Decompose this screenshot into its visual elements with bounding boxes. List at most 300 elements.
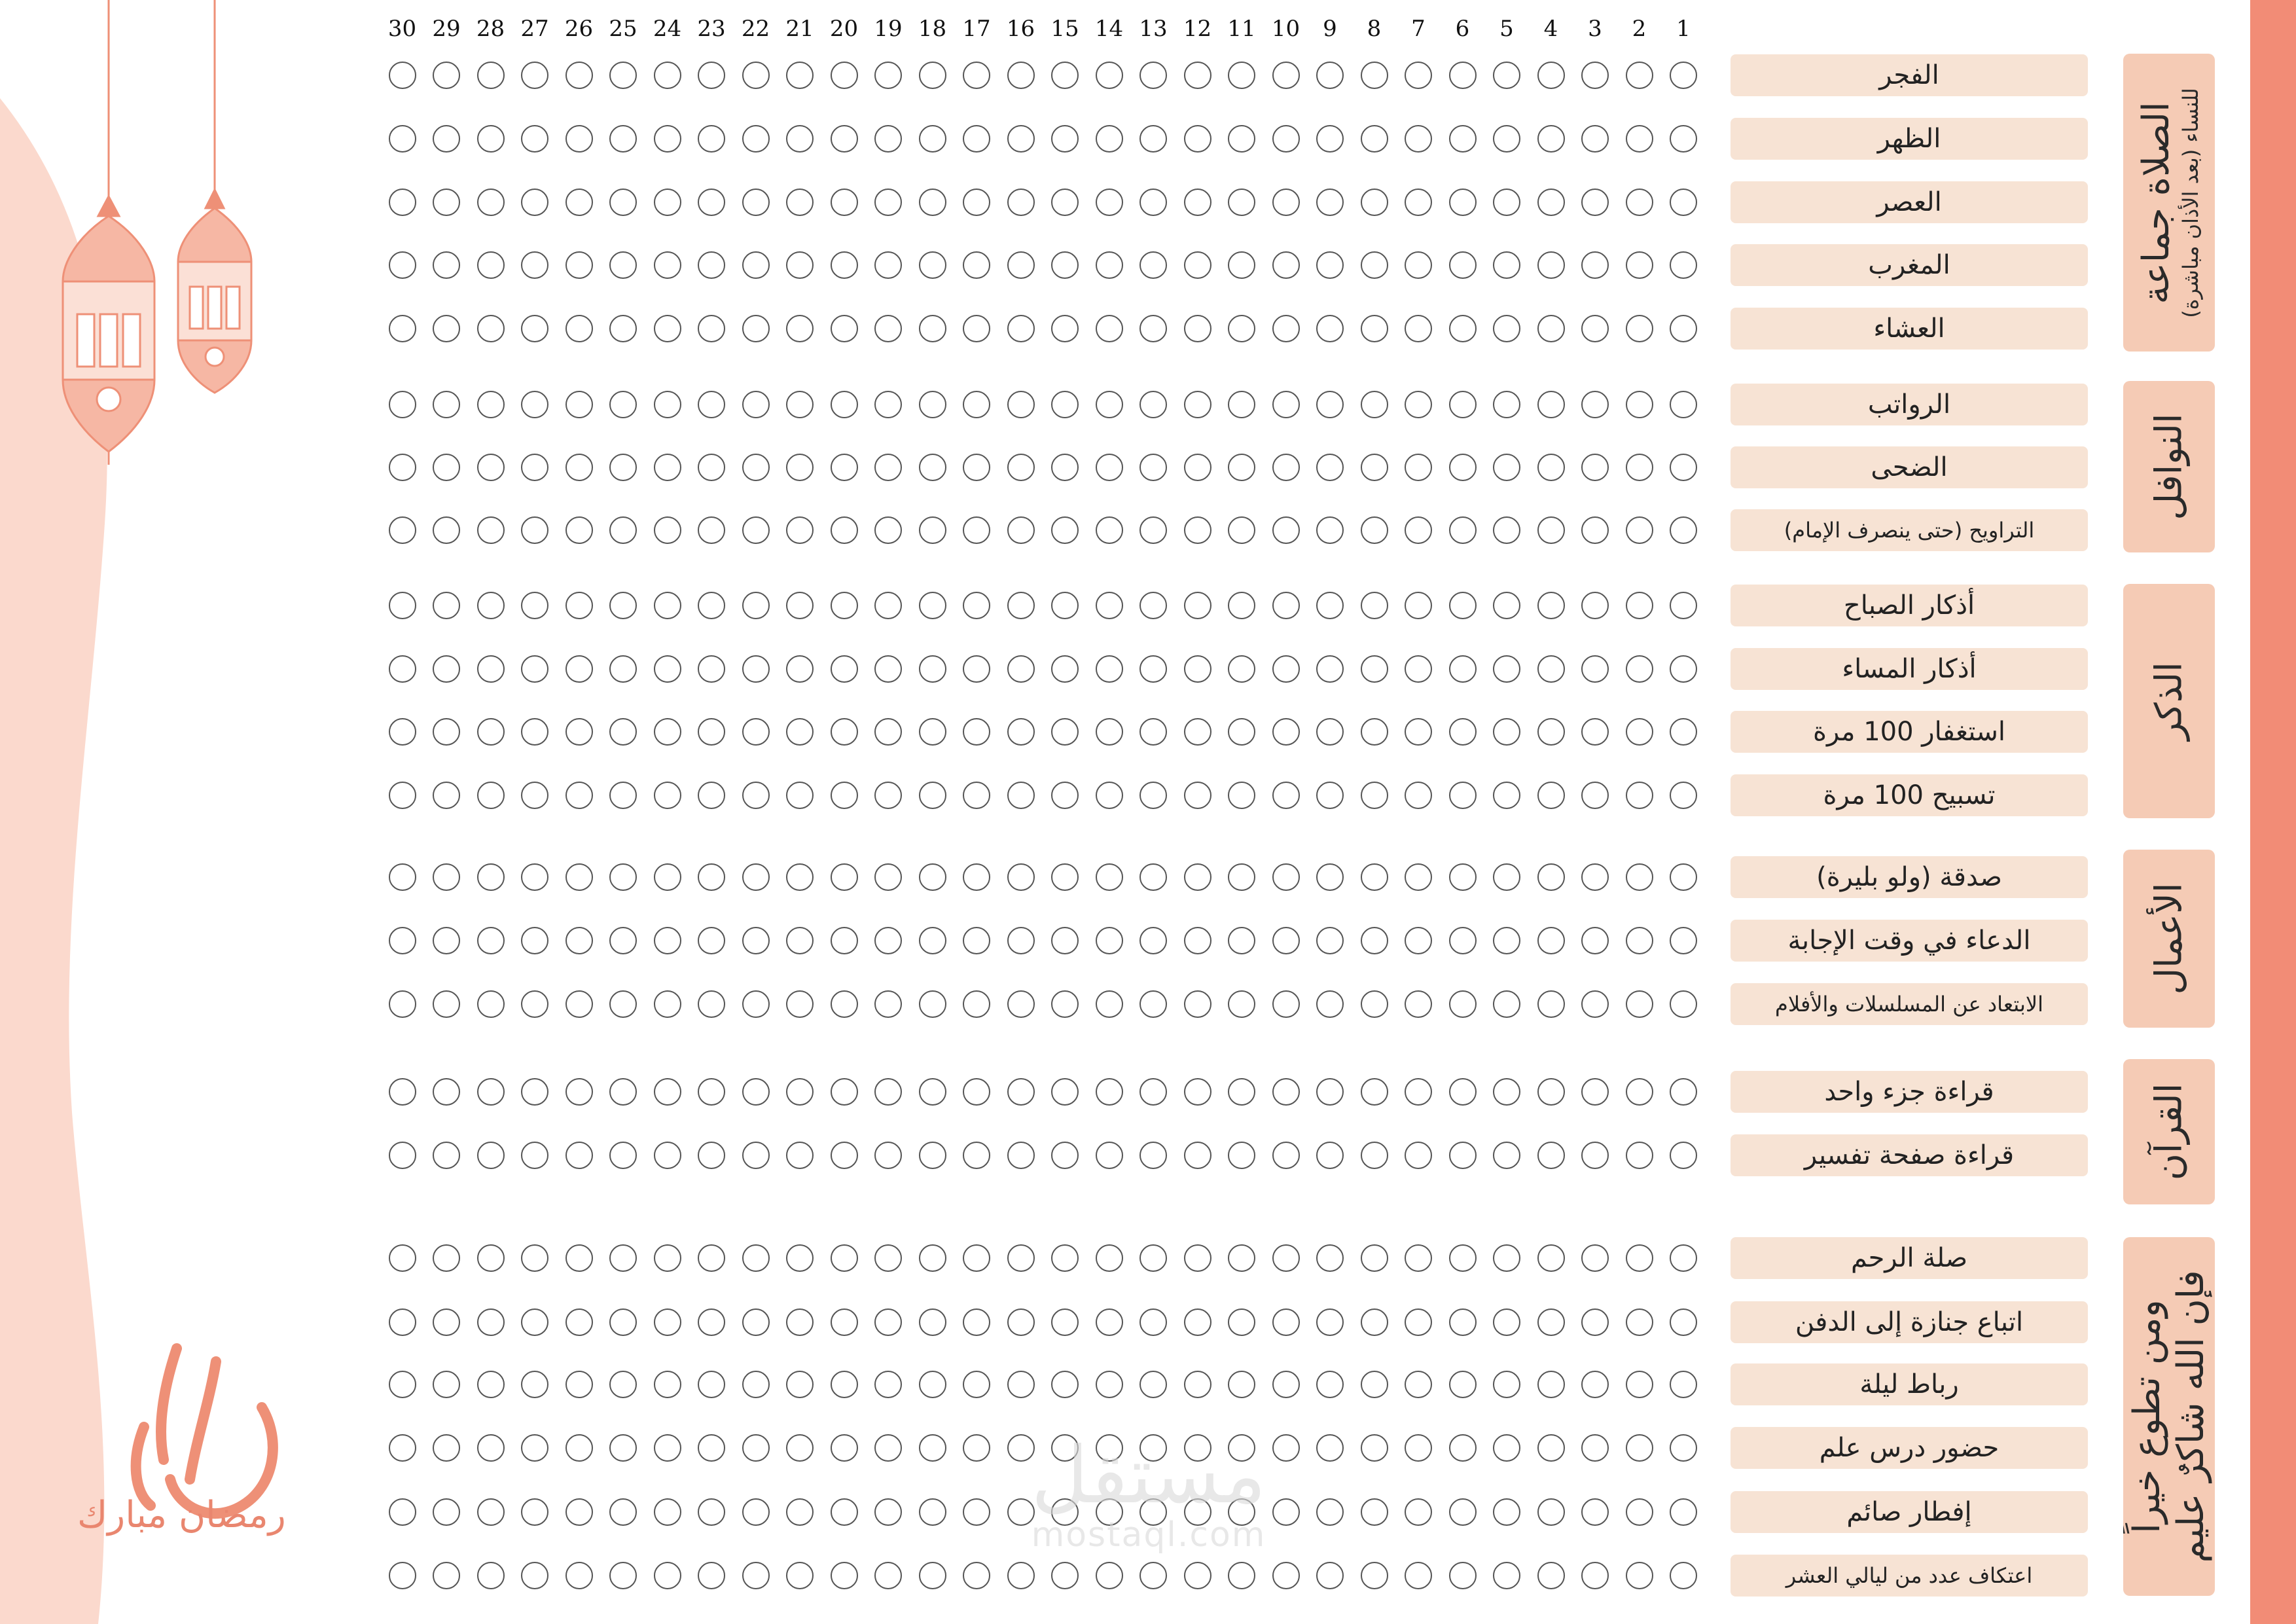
day-checkbox[interactable] [433,315,460,342]
day-checkbox[interactable] [521,782,548,809]
day-checkbox[interactable] [433,125,460,153]
day-checkbox[interactable] [609,1371,637,1398]
day-checkbox[interactable] [433,863,460,891]
day-checkbox[interactable] [1228,782,1255,809]
day-checkbox[interactable] [1670,251,1697,279]
day-checkbox[interactable] [786,782,814,809]
day-checkbox[interactable] [963,1434,990,1462]
day-checkbox[interactable] [742,655,770,683]
day-checkbox[interactable] [1316,990,1344,1018]
day-checkbox[interactable] [1361,1078,1388,1106]
day-checkbox[interactable] [1184,592,1211,619]
day-checkbox[interactable] [919,251,946,279]
day-checkbox[interactable] [1670,1308,1697,1336]
day-checkbox[interactable] [1007,990,1035,1018]
day-checkbox[interactable] [609,1498,637,1526]
day-checkbox[interactable] [1051,391,1079,418]
day-checkbox[interactable] [1007,782,1035,809]
day-checkbox[interactable] [786,315,814,342]
day-checkbox[interactable] [1449,990,1477,1018]
day-checkbox[interactable] [1493,927,1520,954]
day-checkbox[interactable] [1581,516,1609,544]
day-checkbox[interactable] [1096,990,1123,1018]
day-checkbox[interactable] [1537,990,1565,1018]
day-checkbox[interactable] [1537,454,1565,481]
day-checkbox[interactable] [1626,1308,1653,1336]
day-checkbox[interactable] [521,927,548,954]
day-checkbox[interactable] [1537,592,1565,619]
day-checkbox[interactable] [1581,1562,1609,1589]
day-checkbox[interactable] [1228,718,1255,746]
day-checkbox[interactable] [521,315,548,342]
day-checkbox[interactable] [742,1142,770,1169]
day-checkbox[interactable] [565,189,593,216]
day-checkbox[interactable] [477,251,505,279]
day-checkbox[interactable] [389,655,416,683]
day-checkbox[interactable] [521,990,548,1018]
day-checkbox[interactable] [565,1308,593,1336]
day-checkbox[interactable] [1139,927,1167,954]
day-checkbox[interactable] [1316,516,1344,544]
day-checkbox[interactable] [1139,1308,1167,1336]
day-checkbox[interactable] [742,1078,770,1106]
day-checkbox[interactable] [389,1244,416,1272]
day-checkbox[interactable] [1405,1562,1432,1589]
day-checkbox[interactable] [742,927,770,954]
day-checkbox[interactable] [1007,189,1035,216]
day-checkbox[interactable] [786,454,814,481]
day-checkbox[interactable] [654,863,681,891]
day-checkbox[interactable] [1581,927,1609,954]
day-checkbox[interactable] [698,62,725,89]
day-checkbox[interactable] [1361,927,1388,954]
day-checkbox[interactable] [698,1371,725,1398]
day-checkbox[interactable] [1228,592,1255,619]
day-checkbox[interactable] [1361,315,1388,342]
day-checkbox[interactable] [1581,62,1609,89]
day-checkbox[interactable] [698,863,725,891]
day-checkbox[interactable] [786,391,814,418]
day-checkbox[interactable] [1449,62,1477,89]
day-checkbox[interactable] [389,1371,416,1398]
day-checkbox[interactable] [389,927,416,954]
day-checkbox[interactable] [477,1308,505,1336]
day-checkbox[interactable] [433,454,460,481]
day-checkbox[interactable] [1361,990,1388,1018]
day-checkbox[interactable] [919,1308,946,1336]
day-checkbox[interactable] [477,1371,505,1398]
day-checkbox[interactable] [919,863,946,891]
day-checkbox[interactable] [521,251,548,279]
day-checkbox[interactable] [1096,391,1123,418]
day-checkbox[interactable] [786,1498,814,1526]
day-checkbox[interactable] [1007,391,1035,418]
day-checkbox[interactable] [433,1562,460,1589]
day-checkbox[interactable] [1139,592,1167,619]
day-checkbox[interactable] [1228,189,1255,216]
day-checkbox[interactable] [1228,1078,1255,1106]
day-checkbox[interactable] [1537,251,1565,279]
day-checkbox[interactable] [963,1308,990,1336]
day-checkbox[interactable] [1228,655,1255,683]
day-checkbox[interactable] [1493,592,1520,619]
day-checkbox[interactable] [1096,592,1123,619]
day-checkbox[interactable] [1537,315,1565,342]
day-checkbox[interactable] [1139,454,1167,481]
day-checkbox[interactable] [1096,927,1123,954]
day-checkbox[interactable] [1316,1562,1344,1589]
day-checkbox[interactable] [1096,454,1123,481]
day-checkbox[interactable] [1626,516,1653,544]
day-checkbox[interactable] [1228,391,1255,418]
day-checkbox[interactable] [874,251,902,279]
day-checkbox[interactable] [521,1244,548,1272]
day-checkbox[interactable] [1581,1142,1609,1169]
day-checkbox[interactable] [565,62,593,89]
day-checkbox[interactable] [831,592,858,619]
day-checkbox[interactable] [698,1078,725,1106]
day-checkbox[interactable] [963,189,990,216]
day-checkbox[interactable] [1272,1078,1300,1106]
day-checkbox[interactable] [1537,1142,1565,1169]
day-checkbox[interactable] [389,592,416,619]
day-checkbox[interactable] [1449,1562,1477,1589]
day-checkbox[interactable] [1007,1142,1035,1169]
day-checkbox[interactable] [742,125,770,153]
day-checkbox[interactable] [654,1562,681,1589]
day-checkbox[interactable] [1316,391,1344,418]
day-checkbox[interactable] [1537,718,1565,746]
day-checkbox[interactable] [1626,990,1653,1018]
day-checkbox[interactable] [963,1244,990,1272]
day-checkbox[interactable] [389,315,416,342]
day-checkbox[interactable] [786,927,814,954]
day-checkbox[interactable] [565,1142,593,1169]
day-checkbox[interactable] [742,391,770,418]
day-checkbox[interactable] [609,1078,637,1106]
day-checkbox[interactable] [1405,782,1432,809]
day-checkbox[interactable] [1316,1142,1344,1169]
day-checkbox[interactable] [1361,863,1388,891]
day-checkbox[interactable] [1493,1244,1520,1272]
day-checkbox[interactable] [1361,1142,1388,1169]
day-checkbox[interactable] [1670,592,1697,619]
day-checkbox[interactable] [1007,655,1035,683]
day-checkbox[interactable] [831,990,858,1018]
day-checkbox[interactable] [1361,1244,1388,1272]
day-checkbox[interactable] [1626,863,1653,891]
day-checkbox[interactable] [477,315,505,342]
day-checkbox[interactable] [831,1498,858,1526]
day-checkbox[interactable] [786,1308,814,1336]
day-checkbox[interactable] [1361,1371,1388,1398]
day-checkbox[interactable] [963,863,990,891]
day-checkbox[interactable] [1228,1562,1255,1589]
day-checkbox[interactable] [654,251,681,279]
day-checkbox[interactable] [1537,62,1565,89]
day-checkbox[interactable] [742,1434,770,1462]
day-checkbox[interactable] [1096,1371,1123,1398]
day-checkbox[interactable] [919,1142,946,1169]
day-checkbox[interactable] [389,62,416,89]
day-checkbox[interactable] [609,863,637,891]
day-checkbox[interactable] [433,718,460,746]
day-checkbox[interactable] [609,189,637,216]
day-checkbox[interactable] [1405,655,1432,683]
day-checkbox[interactable] [1272,125,1300,153]
day-checkbox[interactable] [698,990,725,1018]
day-checkbox[interactable] [521,863,548,891]
day-checkbox[interactable] [698,391,725,418]
day-checkbox[interactable] [433,927,460,954]
day-checkbox[interactable] [1139,1142,1167,1169]
day-checkbox[interactable] [1449,592,1477,619]
day-checkbox[interactable] [698,1142,725,1169]
day-checkbox[interactable] [654,1498,681,1526]
day-checkbox[interactable] [1449,454,1477,481]
day-checkbox[interactable] [874,62,902,89]
day-checkbox[interactable] [1051,655,1079,683]
day-checkbox[interactable] [1096,1244,1123,1272]
day-checkbox[interactable] [1184,391,1211,418]
day-checkbox[interactable] [389,1562,416,1589]
day-checkbox[interactable] [1096,125,1123,153]
day-checkbox[interactable] [742,516,770,544]
day-checkbox[interactable] [609,516,637,544]
day-checkbox[interactable] [389,516,416,544]
day-checkbox[interactable] [1449,315,1477,342]
day-checkbox[interactable] [1626,782,1653,809]
day-checkbox[interactable] [521,1498,548,1526]
day-checkbox[interactable] [1007,1308,1035,1336]
day-checkbox[interactable] [521,1434,548,1462]
day-checkbox[interactable] [477,391,505,418]
day-checkbox[interactable] [1272,1562,1300,1589]
day-checkbox[interactable] [565,1498,593,1526]
day-checkbox[interactable] [1537,863,1565,891]
day-checkbox[interactable] [874,1078,902,1106]
day-checkbox[interactable] [521,1142,548,1169]
day-checkbox[interactable] [654,1434,681,1462]
day-checkbox[interactable] [963,251,990,279]
day-checkbox[interactable] [1493,863,1520,891]
day-checkbox[interactable] [1581,1078,1609,1106]
day-checkbox[interactable] [1670,863,1697,891]
day-checkbox[interactable] [786,863,814,891]
day-checkbox[interactable] [1272,1371,1300,1398]
day-checkbox[interactable] [831,1434,858,1462]
day-checkbox[interactable] [1051,1142,1079,1169]
day-checkbox[interactable] [1316,189,1344,216]
day-checkbox[interactable] [609,718,637,746]
day-checkbox[interactable] [433,1308,460,1336]
day-checkbox[interactable] [565,1244,593,1272]
day-checkbox[interactable] [1537,1562,1565,1589]
day-checkbox[interactable] [1184,189,1211,216]
day-checkbox[interactable] [919,592,946,619]
day-checkbox[interactable] [919,1434,946,1462]
day-checkbox[interactable] [433,592,460,619]
day-checkbox[interactable] [1670,1371,1697,1398]
day-checkbox[interactable] [521,1562,548,1589]
day-checkbox[interactable] [963,1142,990,1169]
day-checkbox[interactable] [1405,1308,1432,1336]
day-checkbox[interactable] [963,1498,990,1526]
day-checkbox[interactable] [1670,1142,1697,1169]
day-checkbox[interactable] [1581,315,1609,342]
day-checkbox[interactable] [831,1078,858,1106]
day-checkbox[interactable] [742,454,770,481]
day-checkbox[interactable] [1449,655,1477,683]
day-checkbox[interactable] [1449,1308,1477,1336]
day-checkbox[interactable] [874,990,902,1018]
day-checkbox[interactable] [831,125,858,153]
day-checkbox[interactable] [1626,1371,1653,1398]
day-checkbox[interactable] [1184,1244,1211,1272]
day-checkbox[interactable] [1670,990,1697,1018]
day-checkbox[interactable] [609,391,637,418]
day-checkbox[interactable] [1272,863,1300,891]
day-checkbox[interactable] [1626,62,1653,89]
day-checkbox[interactable] [1537,516,1565,544]
day-checkbox[interactable] [1626,927,1653,954]
day-checkbox[interactable] [698,516,725,544]
day-checkbox[interactable] [874,189,902,216]
day-checkbox[interactable] [919,1562,946,1589]
day-checkbox[interactable] [1626,1244,1653,1272]
day-checkbox[interactable] [874,1142,902,1169]
day-checkbox[interactable] [919,1371,946,1398]
day-checkbox[interactable] [609,315,637,342]
day-checkbox[interactable] [609,655,637,683]
day-checkbox[interactable] [742,863,770,891]
day-checkbox[interactable] [1139,655,1167,683]
day-checkbox[interactable] [654,315,681,342]
day-checkbox[interactable] [1051,990,1079,1018]
day-checkbox[interactable] [521,189,548,216]
day-checkbox[interactable] [963,655,990,683]
day-checkbox[interactable] [565,1434,593,1462]
day-checkbox[interactable] [786,655,814,683]
day-checkbox[interactable] [1228,1308,1255,1336]
day-checkbox[interactable] [1405,863,1432,891]
day-checkbox[interactable] [1581,592,1609,619]
day-checkbox[interactable] [1272,718,1300,746]
day-checkbox[interactable] [963,391,990,418]
day-checkbox[interactable] [1007,927,1035,954]
day-checkbox[interactable] [831,189,858,216]
day-checkbox[interactable] [1537,189,1565,216]
day-checkbox[interactable] [919,1244,946,1272]
day-checkbox[interactable] [1096,62,1123,89]
day-checkbox[interactable] [1405,1371,1432,1398]
day-checkbox[interactable] [1316,863,1344,891]
day-checkbox[interactable] [1007,454,1035,481]
day-checkbox[interactable] [1405,315,1432,342]
day-checkbox[interactable] [698,315,725,342]
day-checkbox[interactable] [477,1078,505,1106]
day-checkbox[interactable] [1272,1244,1300,1272]
day-checkbox[interactable] [477,62,505,89]
day-checkbox[interactable] [1581,1244,1609,1272]
day-checkbox[interactable] [389,454,416,481]
day-checkbox[interactable] [919,990,946,1018]
day-checkbox[interactable] [477,125,505,153]
day-checkbox[interactable] [1670,718,1697,746]
day-checkbox[interactable] [1626,1498,1653,1526]
day-checkbox[interactable] [742,1498,770,1526]
day-checkbox[interactable] [433,516,460,544]
day-checkbox[interactable] [1405,189,1432,216]
day-checkbox[interactable] [654,1308,681,1336]
day-checkbox[interactable] [1051,863,1079,891]
day-checkbox[interactable] [874,927,902,954]
day-checkbox[interactable] [1139,391,1167,418]
day-checkbox[interactable] [433,251,460,279]
day-checkbox[interactable] [786,592,814,619]
day-checkbox[interactable] [1316,718,1344,746]
day-checkbox[interactable] [1361,1498,1388,1526]
day-checkbox[interactable] [1449,516,1477,544]
day-checkbox[interactable] [874,315,902,342]
day-checkbox[interactable] [1626,592,1653,619]
day-checkbox[interactable] [389,718,416,746]
day-checkbox[interactable] [1405,1244,1432,1272]
day-checkbox[interactable] [433,1434,460,1462]
day-checkbox[interactable] [1316,62,1344,89]
day-checkbox[interactable] [654,454,681,481]
day-checkbox[interactable] [1096,251,1123,279]
day-checkbox[interactable] [654,516,681,544]
day-checkbox[interactable] [1007,251,1035,279]
day-checkbox[interactable] [1228,1371,1255,1398]
day-checkbox[interactable] [1493,189,1520,216]
day-checkbox[interactable] [1493,454,1520,481]
day-checkbox[interactable] [1405,1078,1432,1106]
day-checkbox[interactable] [1626,1142,1653,1169]
day-checkbox[interactable] [477,454,505,481]
day-checkbox[interactable] [609,251,637,279]
day-checkbox[interactable] [565,125,593,153]
day-checkbox[interactable] [1272,391,1300,418]
day-checkbox[interactable] [1361,1434,1388,1462]
day-checkbox[interactable] [742,251,770,279]
day-checkbox[interactable] [1405,454,1432,481]
day-checkbox[interactable] [1007,1244,1035,1272]
day-checkbox[interactable] [565,454,593,481]
day-checkbox[interactable] [786,189,814,216]
day-checkbox[interactable] [1184,516,1211,544]
day-checkbox[interactable] [1139,1371,1167,1398]
day-checkbox[interactable] [1184,863,1211,891]
day-checkbox[interactable] [1007,592,1035,619]
day-checkbox[interactable] [1228,927,1255,954]
day-checkbox[interactable] [1139,1562,1167,1589]
day-checkbox[interactable] [1361,592,1388,619]
day-checkbox[interactable] [1626,1078,1653,1106]
day-checkbox[interactable] [874,1244,902,1272]
day-checkbox[interactable] [1096,655,1123,683]
day-checkbox[interactable] [1361,718,1388,746]
day-checkbox[interactable] [1537,1434,1565,1462]
day-checkbox[interactable] [1449,1371,1477,1398]
day-checkbox[interactable] [1051,718,1079,746]
day-checkbox[interactable] [786,1434,814,1462]
day-checkbox[interactable] [831,62,858,89]
day-checkbox[interactable] [698,1498,725,1526]
day-checkbox[interactable] [698,251,725,279]
day-checkbox[interactable] [1449,1078,1477,1106]
